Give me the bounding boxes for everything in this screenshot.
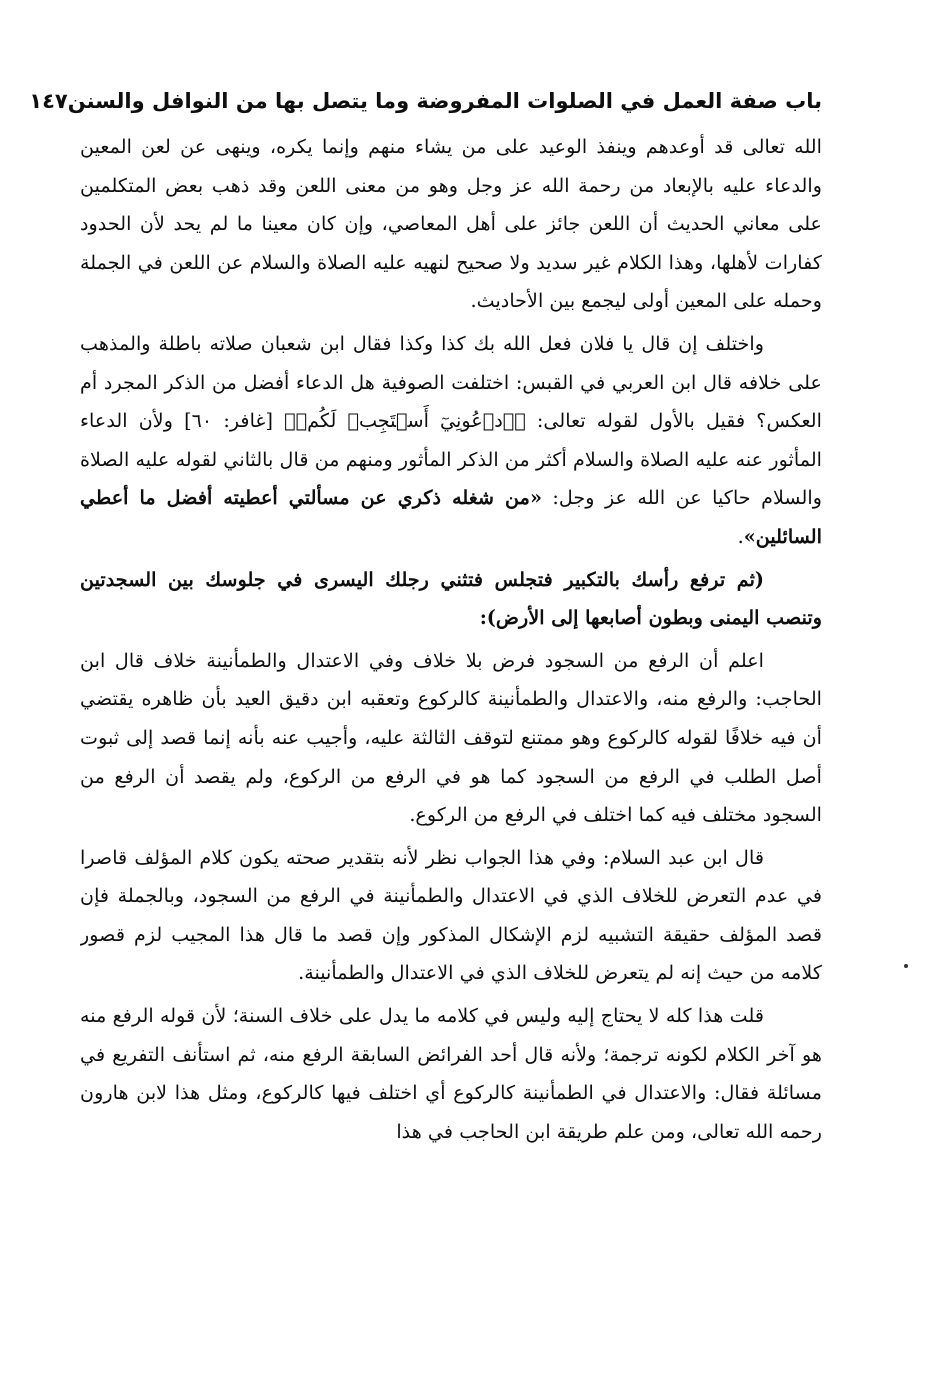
header-title: باب صفة العمل في الصلوات المفروضة وما يتصل بها من النوافل والسنن [67, 89, 822, 113]
paragraph-2-text-3: . [737, 524, 744, 548]
paragraph-5: قال ابن عبد السلام: وفي هذا الجواب نظر لأنه بتقدير صحته يكون كلام المؤلف قاصرا في عدم التعرض للخلاف الذي في الاعتدال والطمأنينة في الرفع من السجود، وبالجملة فإن قصد المؤلف حقيقة التشبيه لزم الإشكال المذكور وإن قصد ما قال هذا المجيب لزم قصور كلامه من حيث إنه لم يتعرض للخلاف الذي في الاعتدال والطمأنينة. [80, 845, 822, 985]
paragraph-6: قلت هذا كله لا يحتاج إليه وليس في كلامه ما يدل على خلاف السنة؛ لأن قوله الرفع منه هو آخر الكلام لكونه ترجمة؛ ولأنه قال أحد الفرائض السابقة الرفع منه، ثم استأنف التفريع في مسائلة فقال: والاعتدال في الطمأنينة كالركوع أي اختلف فيها كالركوع، ومثل هذا لابن هارون رحمه الله تعالى، ومن علم طريقة ابن الحاجب في هذا [80, 1004, 822, 1143]
hadith-quote: «من شغله ذكري عن مسألتي أعطيته أفضل ما أعطي السائلين» [80, 486, 822, 548]
paragraph-2 [80, 325, 822, 557]
matn-excerpt: (ثم ترفع رأسك بالتكبير فتجلس فتثني رجلك اليسرى في جلوسك بين السجدتين وتنصب اليمنى وبطون أصابعها إلى الأرض): [80, 567, 822, 630]
quran-verse: ﴿ٱدۡعُونِيٓ أَسۡتَجِبۡ لَكُمۡ﴾ [284, 409, 526, 433]
paragraph-1: الله تعالى قد أوعدهم وينفذ الوعيد على من يشاء منهم وإنما يكره، وينهى عن لعن المعين والدعاء عليه بالإبعاد من رحمة الله عز وجل وهو من معنى اللعن وقد ذهب بعض المتكلمين على معاني الحديث أن اللعن جائز على أهل المعاصي، وإن كان معينا ما لم يحد لأن الحدود كفارات لأهلها، وهذا الكلام غير سديد ولا صحيح لنهيه عليه الصلاة والسلام عن اللعن في الجملة وحمله على المعين أولى ليجمع بين الأحاديث. [80, 135, 822, 313]
page-number: ١٤٧ [29, 89, 68, 113]
margin-dot [904, 964, 908, 968]
body-text [80, 128, 822, 1378]
paragraph-2-text-1: واختلف إن قال يا فلان فعل الله بك كذا وكذا فقال ابن شعبان صلاته باطلة والمذهب على خلافه قال ابن العربي في القبس: اختلفت الصوفية هل الدعاء أفضل من الذكر المجرد أم العكس؟ فقيل بالأول لقوله تعالى: [80, 331, 822, 433]
paragraph-4: اعلم أن الرفع من السجود فرض بلا خلاف وفي الاعتدال والطمأنينة خلاف قال ابن الحاجب: والرفع منه، والاعتدال والطمأنينة كالركوع وتعقبه ابن دقيق العيد بأن ظاهره يقتضي أن فيه خلافًا لقوله كالركوع وهو ممتنع لتوقف الثالثة عليه، وأجيب عنه بأنه إنما قصد إلى ثبوت أصل الطلب في الرفع من السجود كما هو في الرفع من الركوع، ولم يقصد أن الرفع من السجود مختلف فيه كما اختلف في الرفع من الركوع. [80, 648, 822, 827]
running-header [29, 80, 822, 122]
paragraph-2-text-2: [غافر: ٦٠] ولأن الدعاء المأثور عنه عليه الصلاة والسلام أكثر من الذكر المأثور ومنهم من قال بالثاني لقوله عليه الصلاة والسلام حاكيا عن الله عز وجل: [80, 409, 822, 510]
